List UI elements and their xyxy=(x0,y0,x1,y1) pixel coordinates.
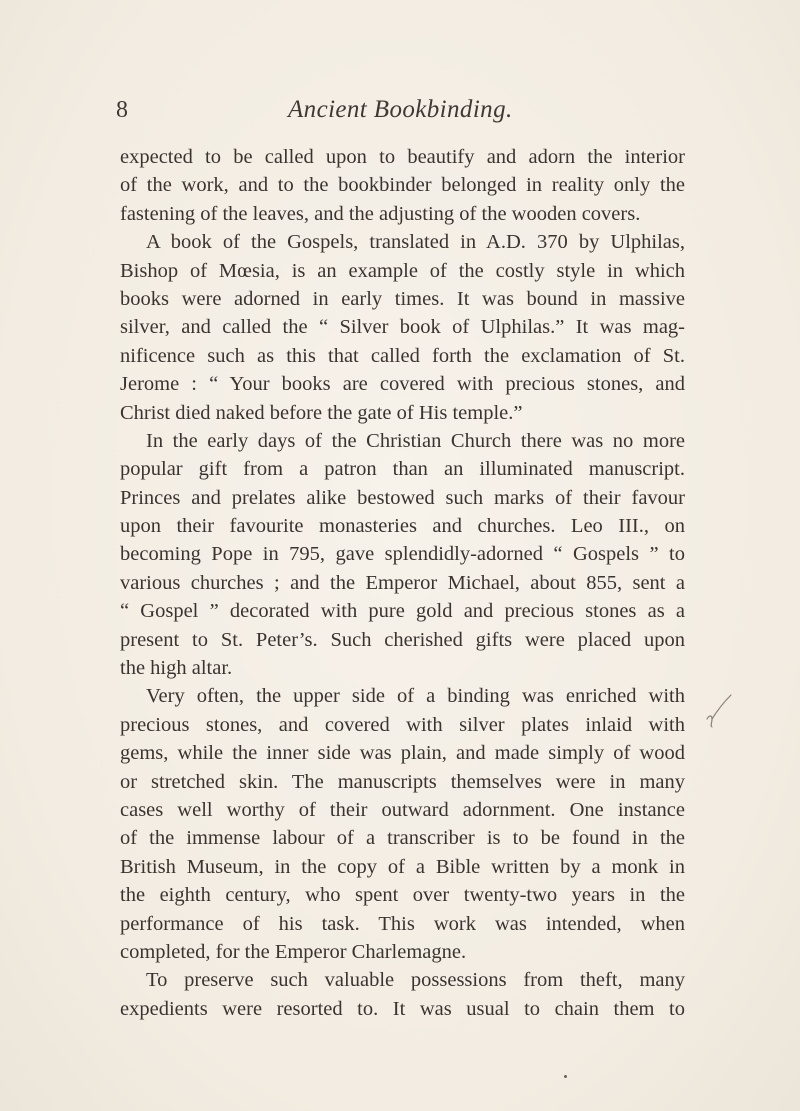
text-line: expected to be called upon to beautify and adorn the interior xyxy=(120,146,685,168)
text-line: A book of the Gospels, translated in A.D. 370 by Ulphilas, xyxy=(146,231,685,254)
text-line: cases well worthy of their outward adornment. One instance xyxy=(120,798,685,821)
text-line: silver, and called the “ Silver book of Ulphilas.” It was mag- xyxy=(120,316,685,339)
text-line: Princes and prelates alike bestowed such marks of their favour xyxy=(120,486,685,509)
text-line: Christ died naked before the gate of His temple.” xyxy=(120,401,523,424)
text-line: upon their favourite monasteries and churches. Leo III., on xyxy=(120,515,685,538)
text-line: performance of his task. This work was intended, when xyxy=(120,912,685,935)
text-line: British Museum, in the copy of a Bible written by a monk in xyxy=(120,855,685,878)
page-header xyxy=(0,94,800,134)
text-line: of the work, and to the bookbinder belonged in reality only the xyxy=(120,174,685,197)
text-line: “ Gospel ” decorated with pure gold and precious stones as a xyxy=(120,600,685,623)
text-line: or stretched skin. The manuscripts themselves were in many xyxy=(120,770,685,793)
text-line: the high altar. xyxy=(120,657,233,680)
pencil-check-mark-icon xyxy=(703,693,733,729)
text-line: Very often, the upper side of a binding was enriched with xyxy=(146,685,685,708)
text-line: various churches ; and the Emperor Michael, about 855, sent a xyxy=(120,571,685,594)
text-line: To preserve such valuable possessions from theft, many xyxy=(146,969,685,992)
text-line: of the immense labour of a transcriber is to be found in the xyxy=(120,827,685,850)
text-line: books were adorned in early times. It was bound in massive xyxy=(120,287,685,310)
text-line: precious stones, and covered with silver plates inlaid with xyxy=(120,713,685,736)
text-line: In the early days of the Christian Church there was no more xyxy=(146,429,685,452)
text-line: completed, for the Emperor Charlemagne. xyxy=(120,940,467,963)
paper-speck xyxy=(564,1075,567,1078)
text-line: present to St. Peter’s. Such cherished gifts were placed upon xyxy=(120,628,685,651)
text-line: nificence such as this that called forth the exclamation of St. xyxy=(120,344,685,367)
text-line: becoming Pope in 795, gave splendidly-adorned “ Gospels ” to xyxy=(120,543,685,566)
text-line: fastening of the leaves, and the adjusting of the wooden covers. xyxy=(120,202,641,225)
text-line: expedients were resorted to. It was usual to chain them to xyxy=(120,997,685,1020)
text-line: popular gift from a patron than an illuminated manuscript. xyxy=(120,458,685,481)
body-text xyxy=(120,143,685,1023)
text-line: Bishop of Mœsia, is an example of the costly style in which xyxy=(120,259,685,282)
text-line: gems, while the inner side was plain, and made simply of wood xyxy=(120,742,685,765)
text-line: Jerome : “ Your books are covered with precious stones, and xyxy=(120,373,685,396)
page-number: 8 xyxy=(116,97,128,123)
running-title: Ancient Bookbinding. xyxy=(288,96,513,123)
text-line: the eighth century, who spent over twenty-two years in the xyxy=(120,884,685,907)
